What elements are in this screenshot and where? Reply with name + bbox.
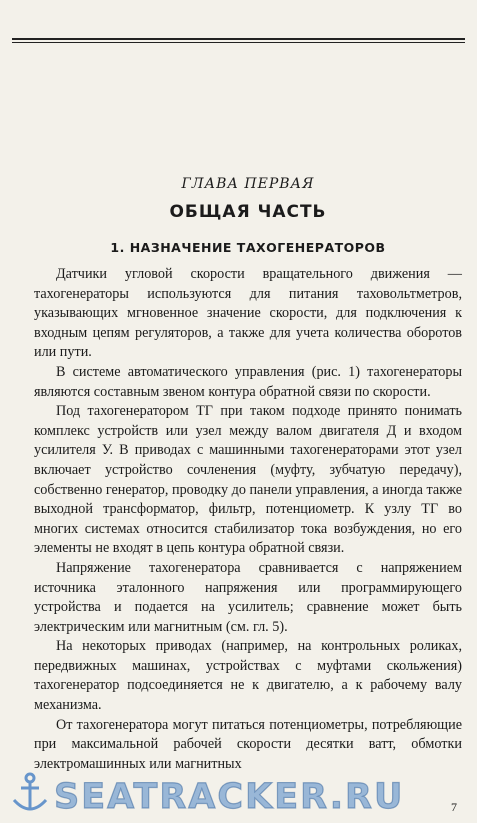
header-rule-thick (12, 38, 465, 40)
chapter-title: ГЛАВА ПЕРВАЯ (181, 176, 315, 192)
header-rule-thin (12, 42, 465, 43)
paragraph-6: От тахогенератора могут питаться потенциометры, потребляющие при максимальной рабочей скорости десятки ватт, обмотки электромашинных или магнитных (34, 716, 462, 772)
paragraph-1: Датчики угловой скорости вращательного движения — тахогенераторы используются для питания таховольтметров, указывающих мгновенное значение скорости, для подключения к входным цепям регуляторов, а также для учета количества оборотов или пути. (34, 266, 462, 361)
paragraph-2: В системе автоматического управления (рис. 1) тахогенераторы являются составным звеном контура обратной связи по скорости. (34, 363, 462, 400)
section-title: 1. НАЗНАЧЕНИЕ ТАХОГЕНЕРАТОРОВ (110, 240, 386, 255)
paragraph-3: Под тахогенератором ТГ при таком подходе принято понимать комплекс устройств или узел между валом двигателя Д и входом усилителя У. В приводах с машинными тахогенераторами этот узел включает устройство сочленения (муфту, зубчатую передачу), собственно генератор, проводку до панели управления, а иногда также выходной трансформатор, фильтр, потенциометр. К узлу ТГ во многих системах относится стабилизатор тока возбуждения, но его элементы не входят в цепь контура обратной связи. (34, 403, 462, 557)
watermark-text: SEATRACKER.RU (54, 777, 405, 817)
page-body (34, 176, 462, 774)
page-number: 7 (451, 800, 457, 814)
anchor-icon (14, 774, 46, 810)
paragraph-5: На некоторых приводах (например, на контрольных роликах, передвижных машинах, устройствах с муфтами скольжения) тахогенератор подсоединяется не к двигателю, а к рабочему валу механизма. (34, 638, 462, 714)
part-title: ОБЩАЯ ЧАСТЬ (169, 202, 327, 222)
paragraph-4: Напряжение тахогенератора сравнивается с напряжением источника эталонного напряжения или программирующего устройства и подается на усилитель; сравнение может быть электрическим или магнитным (см. гл. 5). (34, 559, 462, 635)
watermark-logo (8, 768, 468, 818)
